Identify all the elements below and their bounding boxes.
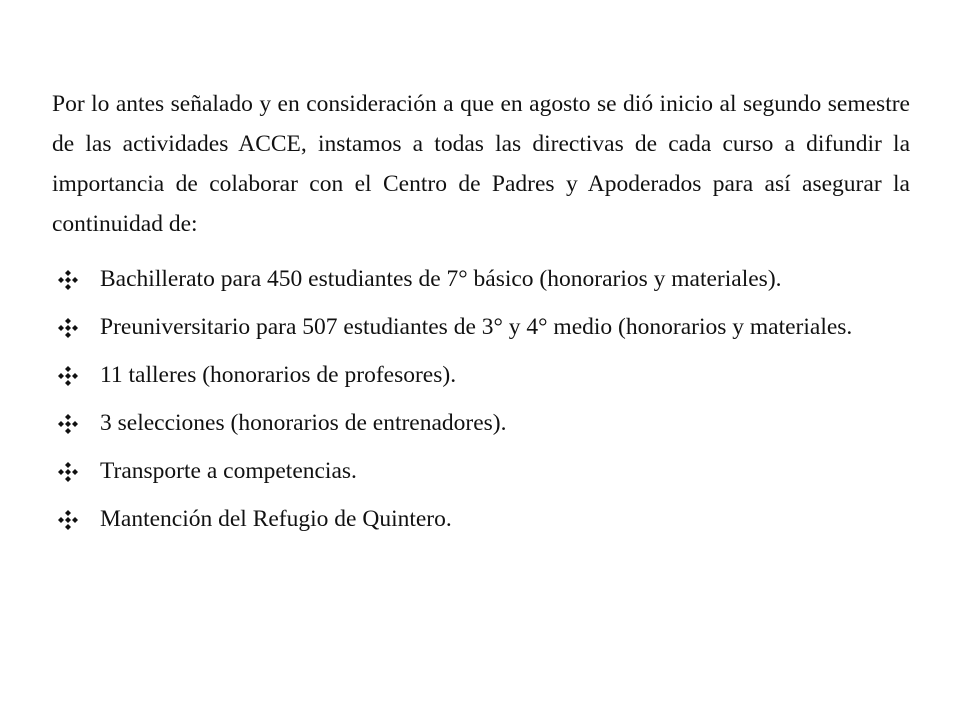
list-item [58, 454, 918, 488]
list-item [58, 406, 918, 440]
list-item [58, 310, 918, 344]
diamond-quad-icon [58, 366, 78, 386]
list-item-text: 3 selecciones (honorarios de entrenadores). [100, 410, 507, 436]
diamond-quad-icon [58, 462, 78, 482]
list-item-text: Transporte a competencias. [100, 458, 357, 484]
diamond-quad-icon [58, 414, 78, 434]
diamond-quad-icon [58, 270, 78, 290]
diamond-quad-icon [58, 510, 78, 530]
activity-list [58, 262, 918, 550]
list-item [58, 358, 918, 392]
list-item-text: Bachillerato para 450 estudiantes de 7° básico (honorarios y materiales). [100, 266, 782, 292]
intro-paragraph: Por lo antes señalado y en consideración a que en agosto se dió inicio al segundo semestre de las actividades ACCE, instamos a todas las directivas de cada curso a difundir la importancia de colaborar con el Centro de Padres y Apoderados para así asegurar la continuidad de: [52, 91, 910, 237]
list-item-text: Mantención del Refugio de Quintero. [100, 506, 452, 532]
list-item [58, 502, 918, 536]
list-item-text: 11 talleres (honorarios de profesores). [100, 362, 457, 388]
diamond-quad-icon [58, 318, 78, 338]
list-item [58, 262, 918, 296]
list-item-text: Preuniversitario para 507 estudiantes de 3° y 4° medio (honorarios y materiales. [100, 314, 853, 340]
